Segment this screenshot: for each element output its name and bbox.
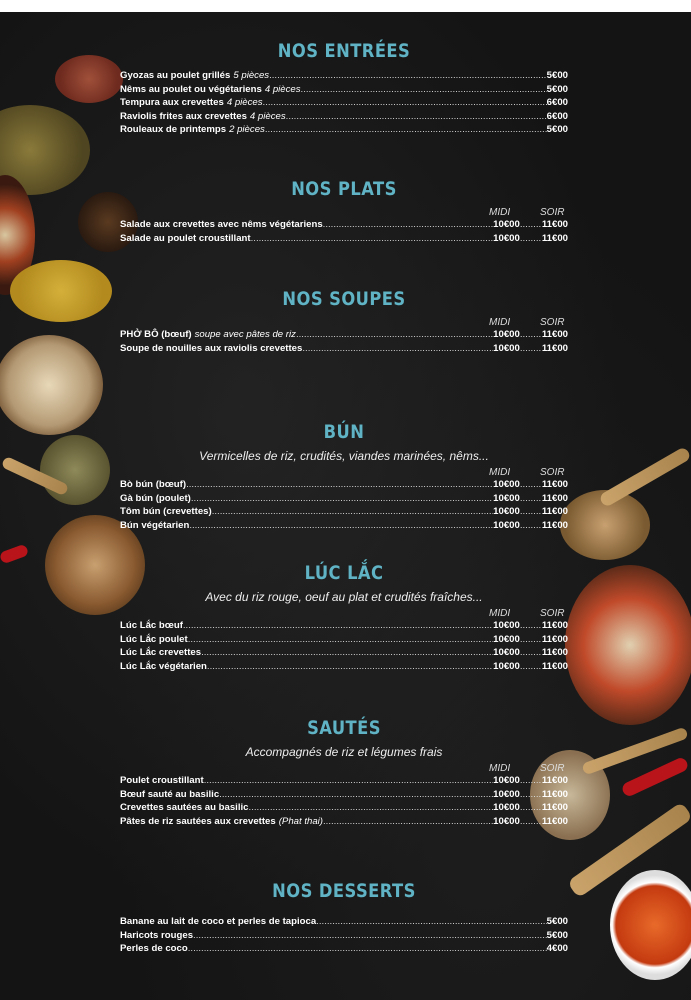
section-subtitle: Accompagnés de riz et légumes frais <box>245 745 443 759</box>
menu-item <box>120 84 568 98</box>
item-price-soir: 11€00 <box>541 647 568 658</box>
menu-item <box>120 661 568 675</box>
item-price-midi: 10€00 <box>493 775 520 786</box>
column-soir: SOIR <box>540 763 565 774</box>
item-name: Bún végétarien <box>120 519 190 531</box>
item-price: 5€00 <box>546 83 568 95</box>
item-name: Lúc Lắc végétarien <box>120 660 207 672</box>
item-price-midi: 10€00 <box>493 633 520 645</box>
item-price-midi: 10€00 <box>493 519 520 531</box>
menu-item <box>120 111 568 125</box>
item-name: Bò bún (bœuf) <box>120 479 187 490</box>
item-price-midi: 10€00 <box>493 492 520 504</box>
section-title: BÚN <box>323 421 365 443</box>
item-name: Soupe de nouilles aux raviolis crevettes <box>120 342 303 354</box>
column-soir: SOIR <box>540 207 565 218</box>
item-price: 5€00 <box>546 124 568 135</box>
section-title: NOS ENTRÉES <box>277 40 411 62</box>
item-price: 6€00 <box>546 97 568 108</box>
menu-item <box>120 479 568 493</box>
item-detail: 4 pièces <box>226 97 263 108</box>
item-name: Bœuf sauté au basilic <box>120 788 220 800</box>
item-name: Tempura aux crevettes <box>120 97 224 108</box>
top-border <box>0 0 691 12</box>
menu-item <box>120 816 568 830</box>
item-price: 5€00 <box>546 916 568 927</box>
section-subtitle: Vermicelles de riz, crudités, viandes marinées, nêms... <box>199 449 489 463</box>
menu-item <box>120 520 568 534</box>
item-name: Lúc Lắc bœuf <box>120 620 183 631</box>
item-name: Nêms au poulet ou végétariens <box>120 83 262 95</box>
item-price-midi: 10€00 <box>493 219 520 230</box>
item-price: 4€00 <box>546 943 568 954</box>
item-price-midi: 10€00 <box>493 788 520 800</box>
item-detail: soupe avec pâtes de riz <box>194 329 296 340</box>
item-name: Perles de coco <box>120 943 188 954</box>
column-soir: SOIR <box>540 467 565 478</box>
menu-item <box>120 930 568 944</box>
column-headers <box>120 467 568 479</box>
menu-item <box>120 506 568 520</box>
section-entrees <box>120 40 568 138</box>
item-price-soir: 11€00 <box>541 492 568 504</box>
item-detail: (Phat thai) <box>278 815 323 827</box>
menu-item <box>120 97 568 111</box>
section-title: NOS SOUPES <box>282 288 406 310</box>
item-price-midi: 10€00 <box>493 506 520 517</box>
item-name: Gà bún (poulet) <box>120 492 191 504</box>
item-price-midi: 10€00 <box>493 660 520 672</box>
item-name: Salade aux crevettes avec nêms végétariens <box>120 219 323 230</box>
item-price-soir: 11€00 <box>541 219 568 230</box>
item-name: Pâtes de riz sautées aux crevettes <box>120 815 276 827</box>
section-plats <box>120 178 568 246</box>
menu-item <box>120 124 568 138</box>
menu-item <box>120 620 568 634</box>
item-price-midi: 10€00 <box>493 815 520 827</box>
item-name: Haricots rouges <box>120 929 194 941</box>
menu-item <box>120 775 568 789</box>
section-luclac <box>120 562 568 674</box>
item-price-soir: 11€00 <box>541 802 568 813</box>
menu-item <box>120 70 568 84</box>
item-price-soir: 11€00 <box>541 775 568 786</box>
item-detail: 4 pièces <box>249 110 286 122</box>
item-price-soir: 11€00 <box>541 788 568 800</box>
menu-item <box>120 329 568 343</box>
menu-item <box>120 634 568 648</box>
section-title: LÚC LẮC <box>304 562 384 584</box>
item-detail: 4 pièces <box>264 83 301 95</box>
item-price-midi: 10€00 <box>493 329 520 340</box>
section-sautes <box>120 717 568 829</box>
item-name: Lúc Lắc poulet <box>120 633 188 645</box>
item-price: 6€00 <box>546 110 568 122</box>
item-price-soir: 11€00 <box>541 519 568 531</box>
item-price-midi: 10€00 <box>493 232 520 244</box>
item-price: 5€00 <box>546 70 568 81</box>
item-price-soir: 11€00 <box>541 506 568 517</box>
item-name: Banane au lait de coco et perles de tapioca <box>120 916 317 927</box>
section-title: NOS DESSERTS <box>272 880 416 902</box>
item-price-midi: 10€00 <box>493 479 520 490</box>
column-midi: MIDI <box>489 467 511 478</box>
item-name: Raviolis frites aux crevettes <box>120 110 247 122</box>
item-detail: 5 pièces <box>233 70 270 81</box>
item-price-soir: 11€00 <box>541 479 568 490</box>
item-name: PHỞ BÔ (bœuf) <box>120 329 192 340</box>
menu-item <box>120 343 568 357</box>
item-name: Tôm bún (crevettes) <box>120 506 212 517</box>
column-midi: MIDI <box>489 608 511 619</box>
menu-item <box>120 802 568 816</box>
column-soir: SOIR <box>540 608 565 619</box>
column-midi: MIDI <box>489 763 511 774</box>
item-name: Salade au poulet croustillant <box>120 232 251 244</box>
item-detail: 2 pièces <box>229 124 265 135</box>
column-headers <box>120 207 568 219</box>
menu-item <box>120 219 568 233</box>
item-price-soir: 11€00 <box>541 815 568 827</box>
item-price-soir: 11€00 <box>541 232 568 244</box>
menu-item <box>120 916 568 930</box>
item-price: 5€00 <box>546 929 568 941</box>
item-price-soir: 11€00 <box>541 329 568 340</box>
column-soir: SOIR <box>540 317 565 328</box>
item-name: Gyozas au poulet grillés <box>120 70 231 81</box>
item-price-midi: 10€00 <box>493 620 520 631</box>
item-price-soir: 11€00 <box>541 620 568 631</box>
section-subtitle: Avec du riz rouge, oeuf au plat et crudités fraîches... <box>205 590 483 604</box>
section-bun <box>120 421 568 533</box>
item-name: Rouleaux de printemps <box>120 124 227 135</box>
column-headers <box>120 317 568 329</box>
menu-item <box>120 789 568 803</box>
item-price-midi: 10€00 <box>493 802 520 813</box>
item-name: Poulet croustillant <box>120 775 204 786</box>
menu-item <box>120 647 568 661</box>
column-midi: MIDI <box>489 317 511 328</box>
item-name: Lúc Lắc crevettes <box>120 647 202 658</box>
section-desserts <box>120 880 568 957</box>
column-headers <box>120 763 568 775</box>
menu-item <box>120 493 568 507</box>
menu-item <box>120 943 568 957</box>
item-price-midi: 10€00 <box>493 647 520 658</box>
item-name: Crevettes sautées au basilic <box>120 802 249 813</box>
item-price-soir: 11€00 <box>541 342 568 354</box>
column-midi: MIDI <box>489 207 511 218</box>
section-soupes <box>120 288 568 356</box>
section-title: SAUTÉS <box>307 717 381 739</box>
menu-item <box>120 233 568 247</box>
item-price-midi: 10€00 <box>493 342 520 354</box>
item-price-soir: 11€00 <box>541 660 568 672</box>
item-price-soir: 11€00 <box>541 633 568 645</box>
section-title: NOS PLATS <box>291 178 397 200</box>
column-headers <box>120 608 568 620</box>
